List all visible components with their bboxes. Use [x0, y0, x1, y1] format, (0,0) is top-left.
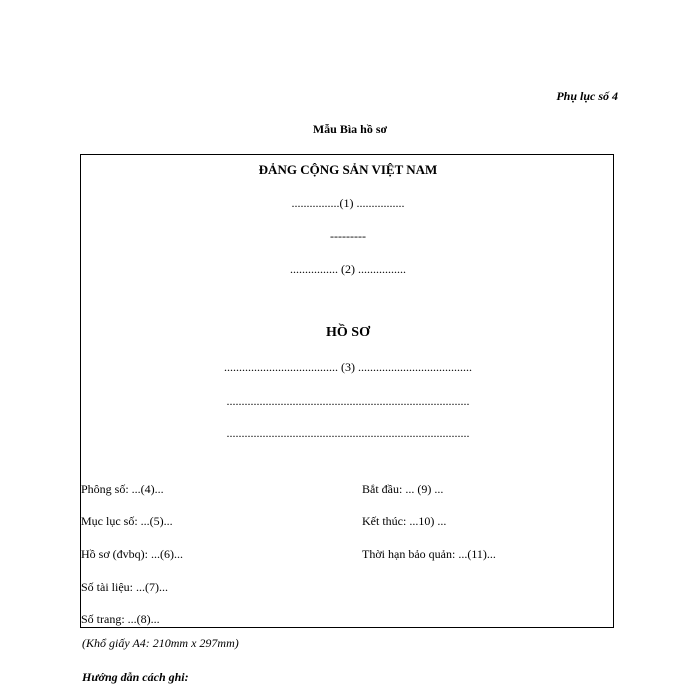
- field-fonds-number: Phông số: ...(4)...: [81, 482, 164, 496]
- placeholder-line-4: .................................................................................: [226, 394, 470, 408]
- field-retention-period: Thời hạn bảo quản: ...(11)...: [362, 547, 496, 561]
- field-catalog-number: Mục lục số: ...(5)...: [81, 514, 173, 528]
- paper-size-note: (Khổ giấy A4: 210mm x 297mm): [82, 636, 239, 650]
- party-name: ĐẢNG CỘNG SẢN VIỆT NAM: [258, 162, 438, 177]
- field-end-date: Kết thúc: ...10) ...: [362, 514, 447, 528]
- separator-line: ---------: [330, 229, 366, 243]
- field-document-count: Số tài liệu: ...(7)...: [81, 580, 168, 594]
- placeholder-line-1: ................(1) ................: [291, 196, 405, 210]
- placeholder-line-3: ...................................... (3) ......................................: [224, 360, 472, 374]
- guide-heading: Hướng dẫn cách ghi:: [82, 670, 189, 684]
- field-file-unit: Hồ sơ (đvbq): ...(6)...: [81, 547, 183, 561]
- field-start-date: Bắt đầu: ... (9) ...: [362, 482, 444, 496]
- form-title: Mẫu Bìa hồ sơ: [312, 122, 388, 136]
- placeholder-line-2: ................ (2) ................: [290, 262, 406, 276]
- cover-title: HỒ SƠ: [326, 325, 370, 340]
- appendix-label: Phụ lục số 4: [556, 89, 618, 103]
- field-page-count: Số trang: ...(8)...: [81, 612, 160, 626]
- placeholder-line-5: .................................................................................: [226, 426, 470, 440]
